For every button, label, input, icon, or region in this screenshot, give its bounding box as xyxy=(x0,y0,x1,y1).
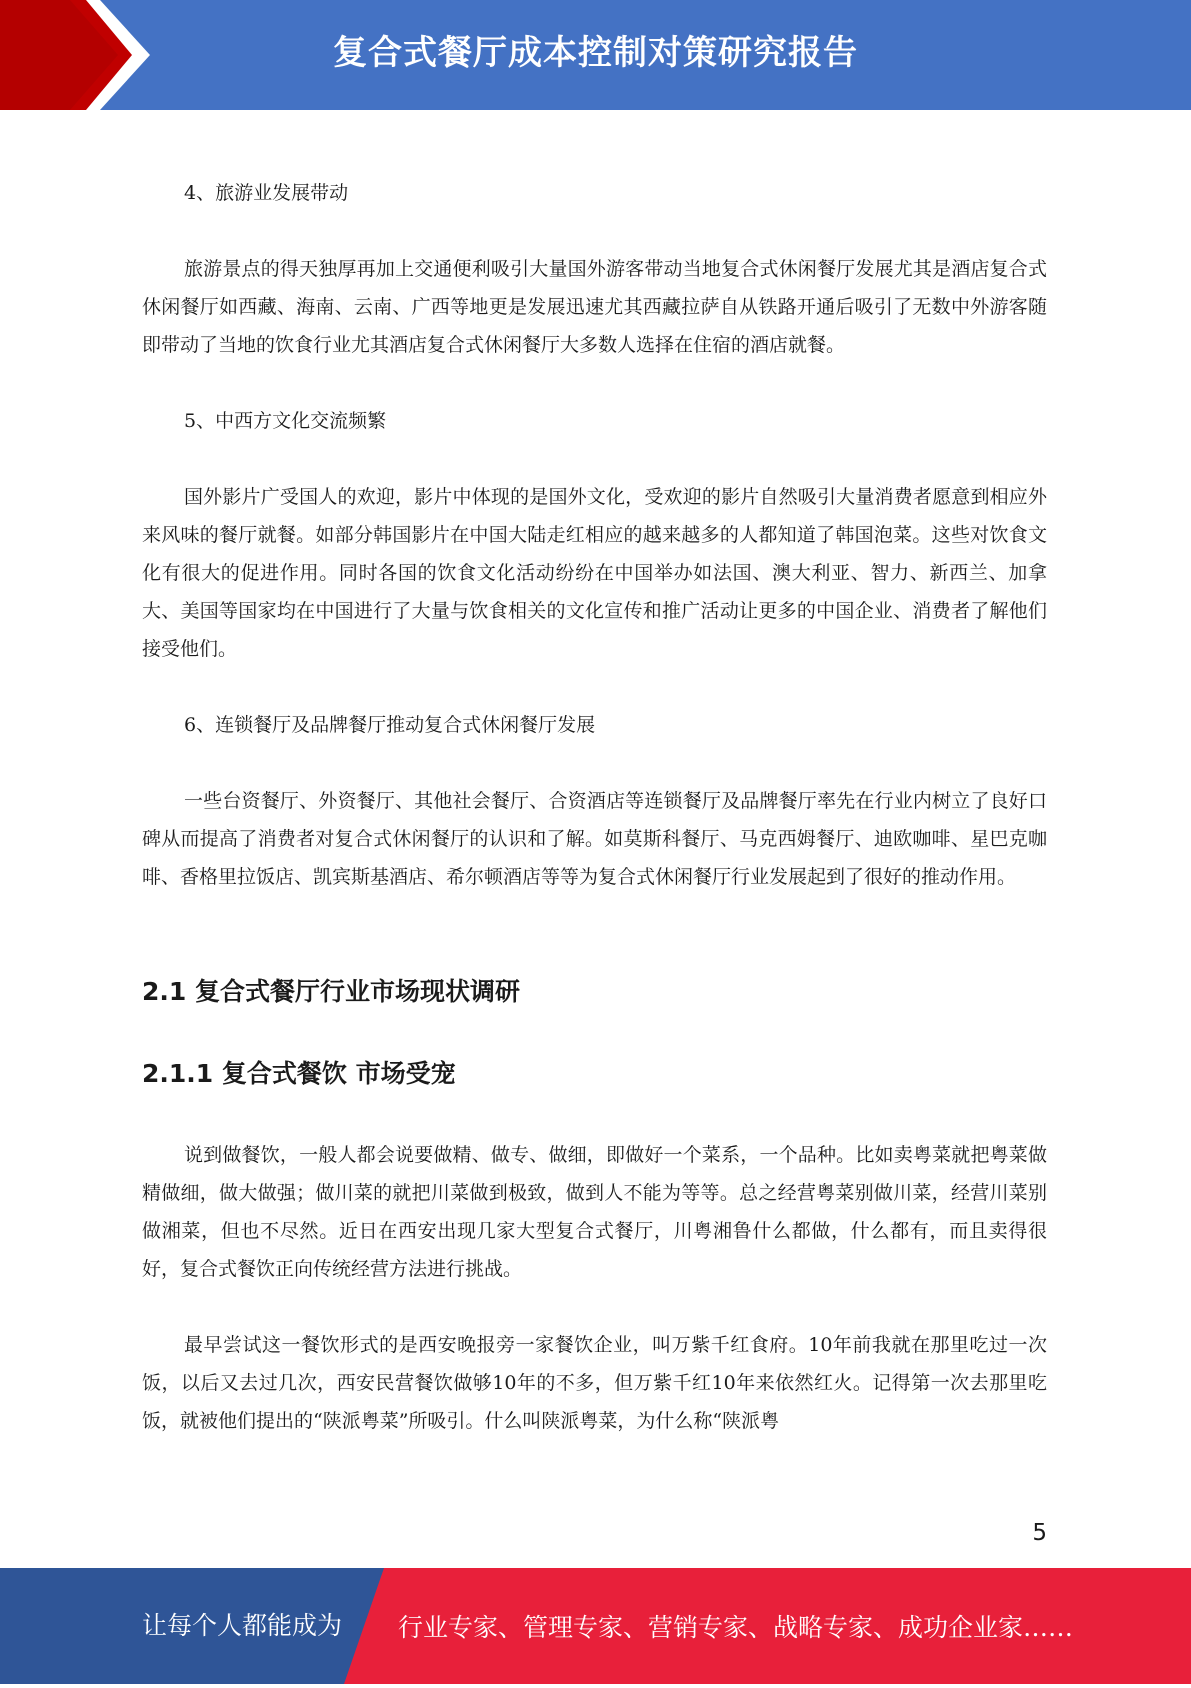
chapter-heading-2-1-1: 2.1.1 复合式餐饮 市场受宠 xyxy=(142,1059,456,1088)
body-paragraph-1: 说到做餐饮，一般人都会说要做精、做专、做细，即做好一个菜系，一个品种。比如卖粤菜就把粤菜做精做细，做大做强；做川菜的就把川菜做到极致，做到人不能为等等。总之经营粤菜别做川菜，经营川菜别做湘菜，但也不尽然。近日在西安出现几家大型复合式餐厅，川粤湘鲁什么都做，什么都有，而且卖得很好，复合式餐饮正向传统经营方法进行挑战。 xyxy=(142,1144,1047,1280)
section-heading-6: 6、连锁餐厅及品牌餐厅推动复合式休闲餐厅发展 xyxy=(184,714,596,736)
section-paragraph-5: 国外影片广受国人的欢迎，影片中体现的是国外文化，受欢迎的影片自然吸引大量消费者愿意到相应外来风味的餐厅就餐。如部分韩国影片在中国大陆走红相应的越来越多的人都知道了韩国泡菜。这些对饮食文化有很大的促进作用。同时各国的饮食文化活动纷纷在中国举办如法国、澳大利亚、智力、新西兰、加拿大、美国等国家均在中国进行了大量与饮食相关的文化宣传和推广活动让更多的中国企业、消费者了解他们接受他们。 xyxy=(142,486,1047,660)
section-paragraph-4: 旅游景点的得天独厚再加上交通便利吸引大量国外游客带动当地复合式休闲餐厅发展尤其是酒店复合式休闲餐厅如西藏、海南、云南、广西等地更是发展迅速尤其西藏拉萨自从铁路开通后吸引了无数中外游客随即带动了当地的饮食行业尤其酒店复合式休闲餐厅大多数人选择在住宿的酒店就餐。 xyxy=(142,258,1047,356)
footer-slogan-right: 行业专家、管理专家、营销专家、战略专家、成功企业家…… xyxy=(398,1613,1074,1642)
section-heading-4: 4、旅游业发展带动 xyxy=(184,182,349,204)
section-paragraph-6: 一些台资餐厅、外资餐厅、其他社会餐厅、合资酒店等连锁餐厅及品牌餐厅率先在行业内树立了良好口碑从而提高了消费者对复合式休闲餐厅的认识和了解。如莫斯科餐厅、马克西姆餐厅、迪欧咖啡、星巴克咖啡、香格里拉饭店、凯宾斯基酒店、希尔顿酒店等等为复合式休闲餐厅行业发展起到了很好的推动作用。 xyxy=(142,790,1047,888)
page-content xyxy=(142,174,1047,1440)
chapter-heading-2-1: 2.1 复合式餐厅行业市场现状调研 xyxy=(142,977,520,1006)
document-title: 复合式餐厅成本控制对策研究报告 xyxy=(333,33,858,73)
section-heading-5: 5、中西方文化交流频繁 xyxy=(184,410,387,432)
footer-slogan-left: 让每个人都能成为 xyxy=(142,1611,343,1640)
body-paragraph-2: 最早尝试这一餐饮形式的是西安晚报旁一家餐饮企业，叫万紫千红食府。10年前我就在那里吃过一次饭，以后又去过几次，西安民营餐饮做够10年的不多，但万紫千红10年来依然红火。记得第一次去那里吃饭，就被他们提出的“陕派粤菜”所吸引。什么叫陕派粤菜，为什么称“陕派粤 xyxy=(142,1334,1047,1432)
header-banner xyxy=(0,0,1191,110)
page-number: 5 xyxy=(1032,1520,1047,1546)
footer-banner xyxy=(0,1568,1191,1684)
